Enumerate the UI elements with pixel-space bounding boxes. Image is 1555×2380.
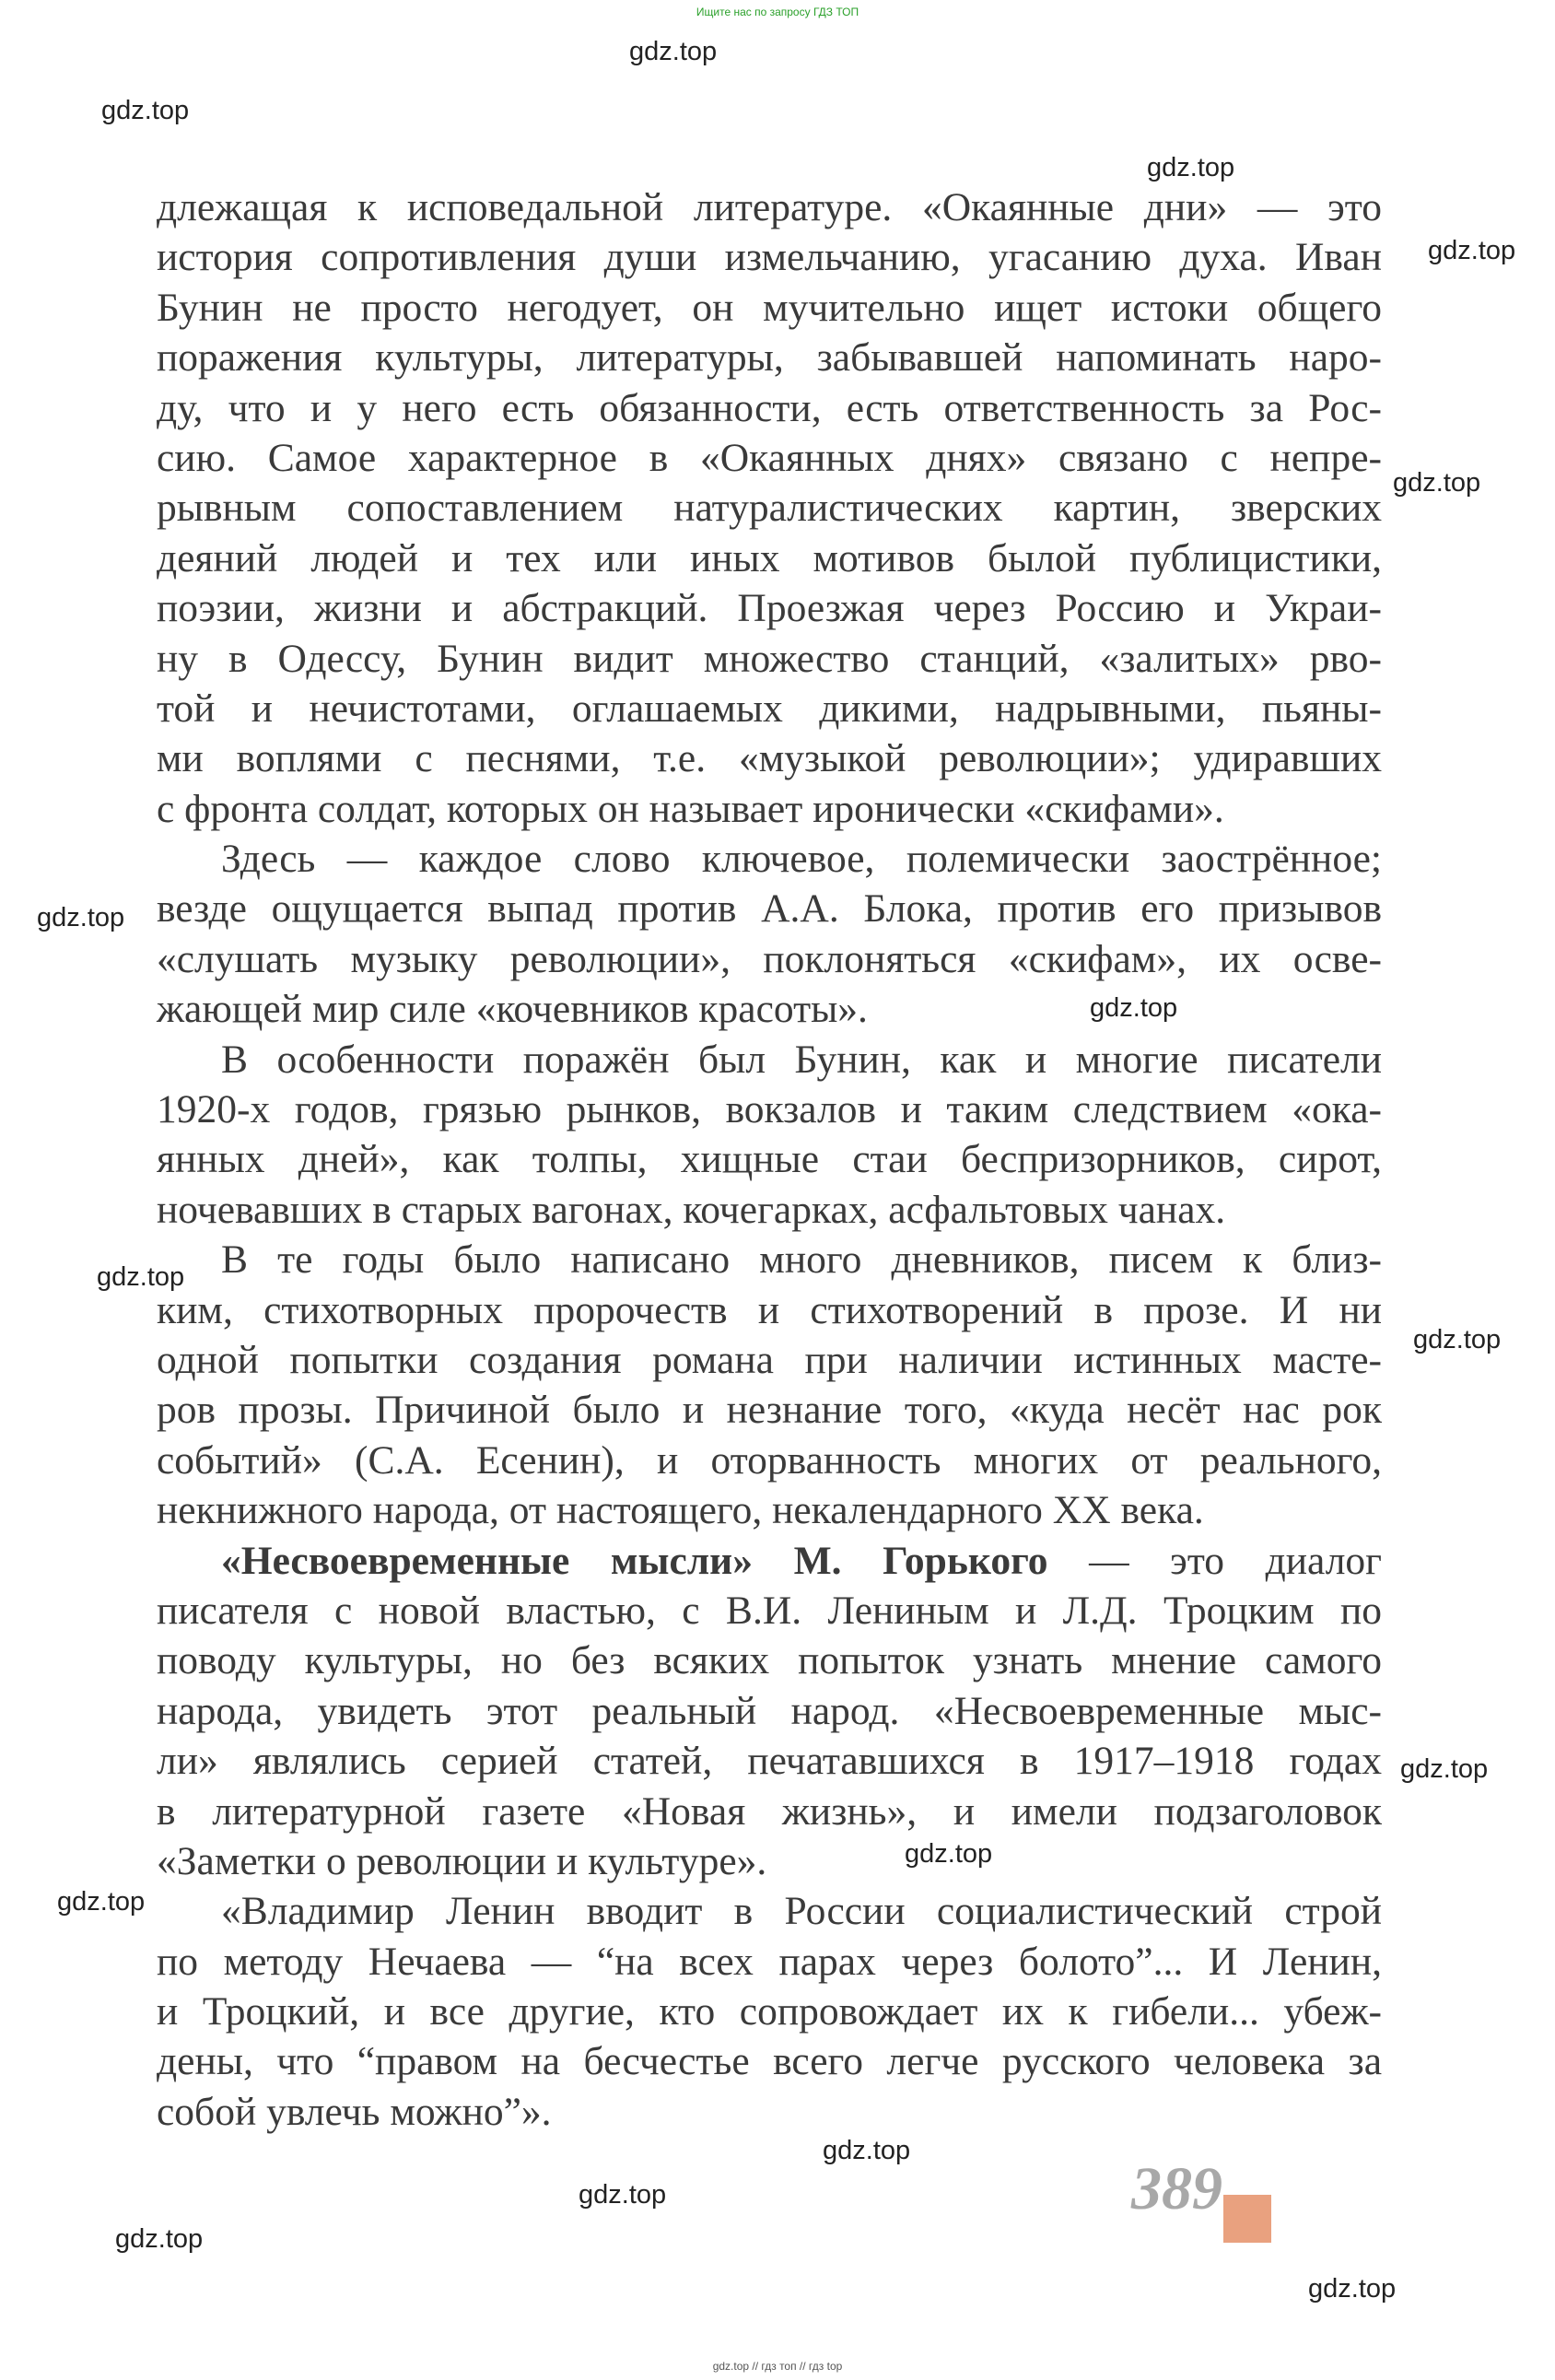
text-line: Здесь — каждое слово ключевое, полемически заострённое; — [221, 837, 1382, 882]
text-line: рывным сопоставлением натуралистических картин, зверских — [157, 486, 1382, 531]
text-line: некнижного народа, от настоящего, некалендарного XX века. — [157, 1488, 1204, 1533]
text-line: ночевавших в старых вагонах, кочегарках, асфальтовых чанах. — [157, 1187, 1226, 1232]
watermark: gdz.top — [57, 1887, 146, 1917]
text-line: 1920-х годов, грязью рынков, вокзалов и таким следствием «ока- — [157, 1087, 1382, 1132]
text-line: «Заметки о революции и культуре». — [157, 1838, 767, 1883]
body-text — [157, 182, 1382, 2137]
page-number: 389 — [1131, 2155, 1222, 2222]
paragraph — [157, 1035, 1382, 1236]
watermark: gdz.top — [115, 2224, 204, 2254]
paragraph — [157, 1536, 1382, 1887]
bold-lead: «Несвоевременные мысли» М. Горького — [221, 1538, 1048, 1583]
paragraph — [157, 834, 1382, 1035]
footer: gdz.top // гдз топ // гдз top — [712, 2360, 843, 2373]
text-line: ли» являлись серией статей, печатавшихся в 1917–1918 годах — [157, 1739, 1382, 1784]
top-banner: Ищите нас по запросу ГДЗ ТОП — [696, 6, 859, 18]
text-line: история сопротивления души измельчанию, угасанию духа. Иван — [157, 235, 1382, 280]
text-line: по методу Нечаева — “на всех парах через болото”... И Ленин, — [157, 1939, 1382, 1984]
text-line: жающей мир силе «кочевников красоты». — [157, 987, 868, 1032]
text-line: дены, что “правом на бесчестье всего легче русского человека за — [157, 2039, 1382, 2084]
text-line: деяний людей и тех или иных мотивов былой публицистики, — [157, 535, 1382, 580]
watermark: gdz.top — [629, 37, 718, 66]
text-line: ну в Одессу, Бунин видит множество станций, «залитых» рво- — [157, 636, 1382, 681]
watermark: gdz.top — [101, 96, 190, 125]
watermark: gdz.top — [1308, 2274, 1397, 2304]
text-line: собой увлечь можно”». — [157, 2089, 552, 2134]
text-line: ми воплями с песнями, т.е. «музыкой революции»; удиравших — [157, 736, 1382, 781]
text-line: событий» (С.А. Есенин), и оторванность многих от реального, — [157, 1437, 1382, 1483]
watermark: gdz.top — [1400, 1754, 1489, 1784]
text-line: везде ощущается выпад против А.А. Блока, против его призывов — [157, 886, 1382, 932]
watermark: gdz.top — [1090, 993, 1178, 1023]
text-line — [157, 1536, 1382, 1586]
text-line: янных дней», как толпы, хищные стаи беспризорников, сирот, — [157, 1137, 1382, 1182]
watermark: gdz.top — [579, 2180, 667, 2210]
paragraph — [157, 1886, 1382, 2137]
text-line: В особенности поражён был Бунин, как и многие писатели — [221, 1037, 1382, 1082]
text-line: и Троцкий, и все другие, кто сопровождает их к гибели... убеж- — [157, 1989, 1382, 2034]
text-line: поражения культуры, литературы, забывавшей напоминать наро- — [157, 335, 1382, 381]
paragraph — [157, 182, 1382, 834]
text-line: сию. Самое характерное в «Окаянных днях» связано с непре- — [157, 435, 1382, 480]
paragraph — [157, 1235, 1382, 1535]
text-line: ким, стихотворных пророчеств и стихотворений в прозе. И ни — [157, 1287, 1382, 1332]
watermark: gdz.top — [905, 1839, 993, 1869]
watermark: gdz.top — [1393, 468, 1481, 498]
watermark: gdz.top — [1147, 153, 1235, 182]
text-line: поэзии, жизни и абстракций. Проезжая через Россию и Украи- — [157, 586, 1382, 631]
text-line: длежащая к исповедальной литературе. «Окаянные дни» — это — [157, 185, 1382, 229]
text-line: в литературной газете «Новая жизнь», и имели подзаголовок — [157, 1788, 1382, 1834]
paragraphs — [157, 182, 1382, 2137]
page-corner-marker — [1223, 2195, 1271, 2243]
text-line: одной попытки создания романа при наличии истинных масте- — [157, 1337, 1382, 1382]
text-line: Бунин не просто негодует, он мучительно ищет истоки общего — [157, 285, 1382, 330]
text-line: «Владимир Ленин вводит в России социалистический строй — [221, 1889, 1382, 1934]
text-line: с фронта солдат, которых он называет иронически «скифами». — [157, 786, 1224, 831]
watermark: gdz.top — [823, 2136, 911, 2165]
text-line: той и нечистотами, оглашаемых дикими, надрывными, пьяны- — [157, 686, 1382, 731]
watermark: gdz.top — [1413, 1325, 1502, 1354]
text-line: писателя с новой властью, с В.И. Лениным и Л.Д. Троцким по — [157, 1588, 1382, 1633]
watermark: gdz.top — [1428, 236, 1516, 265]
text-line: народа, увидеть этот реальный народ. «Несвоевременные мыс- — [157, 1688, 1382, 1733]
lead-rest: — это диалог — [1047, 1538, 1382, 1583]
watermark: gdz.top — [37, 903, 125, 932]
text-line: ров прозы. Причиной было и незнание того, «куда несёт нас рок — [157, 1388, 1382, 1433]
watermark: gdz.top — [97, 1262, 185, 1292]
text-line: ду, что и у него есть обязанности, есть ответственность за Рос- — [157, 385, 1382, 430]
text-line: В те годы было написано много дневников, писем к близ- — [221, 1237, 1382, 1283]
text-line: поводу культуры, но без всяких попыток узнать мнение самого — [157, 1638, 1382, 1683]
text-line: «слушать музыку революции», поклоняться «скифам», их осве- — [157, 936, 1382, 981]
